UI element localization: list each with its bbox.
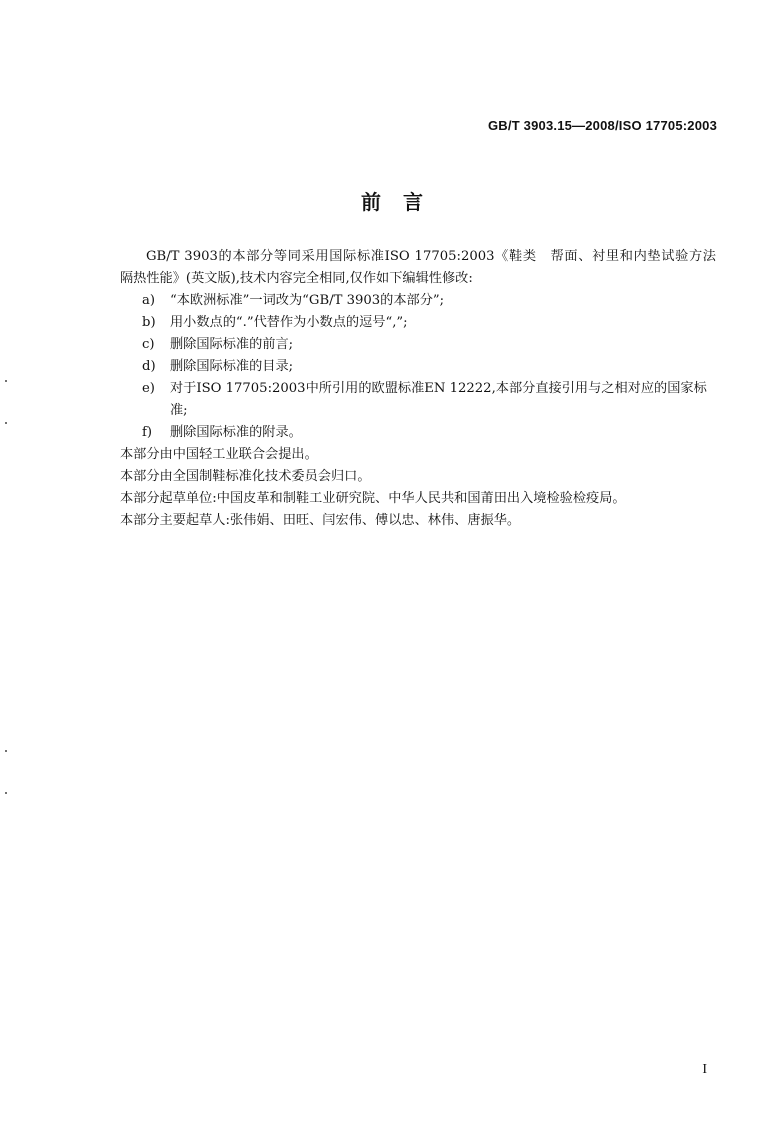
item-label: e)	[142, 381, 155, 396]
item-label: b)	[142, 315, 156, 330]
proposed-by-statement: 本部分由中国轻工业联合会提出。	[120, 447, 318, 462]
modification-item-a	[120, 290, 716, 312]
item-label: c)	[142, 337, 155, 352]
modification-item-d	[120, 356, 716, 378]
scan-dot-mark	[5, 792, 7, 794]
scan-dot-mark	[5, 750, 7, 752]
item-text: 删除国际标准的附录。	[170, 425, 302, 440]
page-number: I	[702, 1062, 707, 1077]
foreword-body	[120, 246, 730, 532]
scan-dot-mark	[5, 380, 7, 382]
drafters-statement: 本部分主要起草人:张伟娟、田旺、闫宏伟、傅以忠、林伟、唐振华。	[120, 513, 521, 528]
modification-item-c	[120, 334, 716, 356]
item-text: 删除国际标准的前言;	[170, 337, 294, 352]
page-title: 前言	[361, 190, 445, 214]
item-text: 用小数点的“.”代替作为小数点的逗号“,”;	[170, 315, 408, 330]
managed-by-statement: 本部分由全国制鞋标准化技术委员会归口。	[120, 469, 371, 484]
intro-paragraph: GB/T 3903的本部分等同采用国际标准ISO 17705:2003《鞋类 帮面、衬里和内垫试验方法 隔热性能》(英文版),技术内容完全相同,仅作如下编辑性修改:	[120, 249, 730, 286]
modification-item-e	[120, 378, 716, 422]
item-text: “本欧洲标准”一词改为“GB/T 3903的本部分”;	[170, 293, 445, 308]
item-label: f)	[142, 425, 153, 440]
scan-dot-mark	[5, 422, 7, 424]
standard-number: GB/T 3903.15—2008/ISO 17705:2003	[488, 118, 717, 133]
modification-item-b	[120, 312, 716, 334]
drafting-units-statement: 本部分起草单位:中国皮革和制鞋工业研究院、中华人民共和国莆田出入境检验检疫局。	[120, 491, 626, 506]
item-label: a)	[142, 293, 156, 308]
item-label: d)	[142, 359, 156, 374]
item-text: 对于ISO 17705:2003中所引用的欧盟标准EN 12222,本部分直接引用与之相对应的国家标准;	[170, 381, 707, 418]
modification-item-f	[120, 422, 716, 444]
item-text: 删除国际标准的目录;	[170, 359, 294, 374]
